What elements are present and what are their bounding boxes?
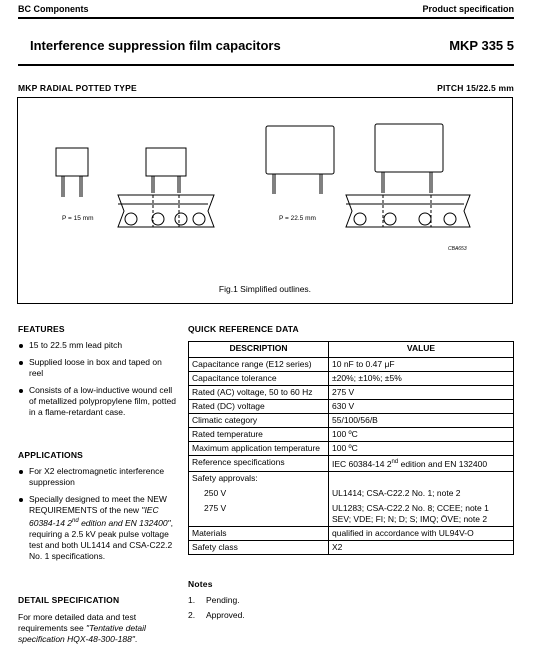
app-text-end: , requiring a 2.5 kV peak pulse voltage test and both UL1414 and CSA-C22.2 No. 1 specifications. [29,517,173,561]
safety-275-label: 275 V [204,502,227,513]
safety-label: Safety approvals: [192,472,258,483]
applications-heading: APPLICATIONS [18,450,84,460]
type-heading: MKP RADIAL POTTED TYPE [18,83,137,93]
small-pcb [118,195,214,227]
row-value: qualified in accordance with UL94V-O [329,526,514,540]
product-code: MKP 335 5 [449,38,514,53]
table-row [189,358,514,372]
large-capacitor-mounted [375,124,443,172]
row-value [329,471,514,526]
page-title: Interference suppression film capacitors [30,38,281,53]
row-value: 10 nF to 0.47 μF [329,358,514,372]
app-text: Specially designed to meet the NEW REQUIREMENTS of the new [29,494,167,515]
row-desc: Safety class [189,540,329,554]
list-item: Supplied loose in box and taped on reel [18,357,176,379]
note-item [188,610,245,621]
table-row [189,372,514,386]
outline-drawing [18,98,512,303]
detail-text [18,612,178,645]
title-rule [18,64,514,66]
small-capacitor-body [56,148,88,176]
note-number: 1. [188,595,196,605]
note-item [188,595,240,606]
table-row [189,540,514,554]
list-item: Consists of a low-inductive wound cell of metallized polypropylene film, potted in a flame-retardant case. [18,385,176,418]
row-value: ±20%; ±10%; ±5% [329,372,514,386]
figure-caption: Fig.1 Simplified outlines. [218,284,312,294]
row-desc: Capacitance range (E12 series) [189,358,329,372]
detail-spec-ref: "Tentative detail specification HQX-48-300-188" [18,623,146,644]
figure-code: CBA653 [448,246,467,252]
row-desc: Rated (AC) voltage, 50 to 60 Hz [189,386,329,400]
list-item: 15 to 22.5 mm lead pitch [18,340,176,351]
quick-ref-table [188,341,514,555]
large-capacitor-body [266,126,334,174]
row-desc [189,471,329,526]
figure-frame [17,97,513,304]
row-desc: Climatic category [189,414,329,428]
app-iec-sup: nd [72,518,79,524]
company-name: BC Components [18,4,89,14]
row-value: 100 ºC [329,428,514,442]
table-row [189,414,514,428]
safety-275-value: UL1283; CSA-C22.2 No. 8; CCEE; note 1 SEV; VDE; FI; N; D; S; IMQ; ÖVE; note 2 [332,502,489,524]
safety-250-label: 250 V [204,487,227,498]
row-desc: Reference specifications [189,456,329,472]
row-desc: Maximum application temperature [189,442,329,456]
applications-list [18,466,176,568]
quick-ref-heading: QUICK REFERENCE DATA [188,324,299,334]
detail-text-a: For more detailed data and test requirements see [18,612,137,633]
row-desc: Capacitance tolerance [189,372,329,386]
row-desc: Rated (DC) voltage [189,400,329,414]
ref-spec-b: edition and EN 132400 [398,458,488,469]
detail-text-c: . [134,634,138,644]
document-type: Product specification [422,4,514,14]
features-heading: FEATURES [18,324,65,334]
note-number: 2. [188,610,196,620]
notes-heading: Notes [188,579,213,589]
small-capacitor-mounted [146,148,186,176]
pitch-heading: PITCH 15/22.5 mm [437,83,514,93]
features-list [18,340,176,424]
app-iec-ref-end: edition and EN 132400" [78,517,171,528]
list-item: For X2 electromagnetic interference suppression [18,466,176,488]
row-desc: Materials [189,526,329,540]
header-rule [18,17,514,19]
list-item [18,494,176,562]
col-value: VALUE [329,342,514,358]
table-row [189,428,514,442]
row-value: 275 V [329,386,514,400]
detail-heading: DETAIL SPECIFICATION [18,595,120,605]
note-text: Approved. [206,610,245,620]
table-row [189,526,514,540]
col-description: DESCRIPTION [189,342,329,358]
row-value [329,456,514,472]
note-text: Pending. [206,595,240,605]
row-value: 630 V [329,400,514,414]
table-header-row [189,342,514,358]
table-row [189,471,514,526]
row-value: X2 [329,540,514,554]
row-value: 55/100/56/B [329,414,514,428]
small-pitch-label: P = 15 mm [62,215,94,222]
ref-spec-a: IEC 60384-14 2 [332,458,392,469]
table-row [189,386,514,400]
table-row [189,400,514,414]
table-row [189,456,514,472]
table-row [189,442,514,456]
row-value: 100 ºC [329,442,514,456]
safety-250-value: UL1414; CSA-C22.2 No. 1; note 2 [332,487,461,498]
row-desc: Rated temperature [189,428,329,442]
large-pitch-label: P = 22.5 mm [279,215,316,222]
ref-spec-sup: nd [391,459,399,465]
app-iec-ref: "IEC 60384-14 2 [29,505,159,528]
